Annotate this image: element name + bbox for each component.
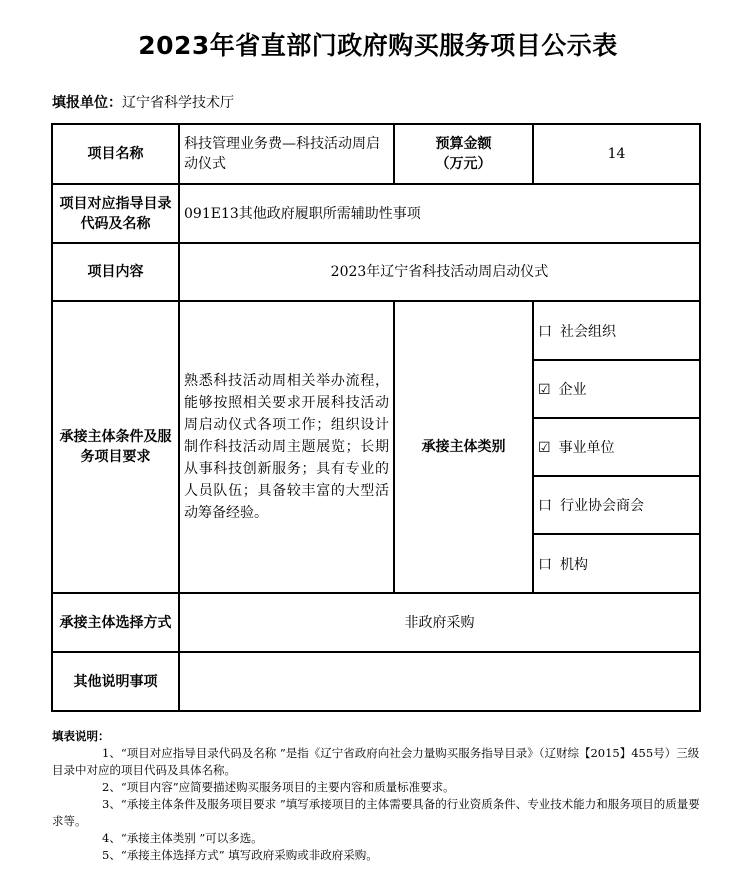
notes-title: 填表说明： — [52, 729, 110, 743]
catalog-label: 项目对应指导目录代码及名称 — [52, 184, 179, 243]
other-label: 其他说明事项 — [52, 652, 179, 711]
reporting-unit — [52, 92, 234, 112]
budget-label-line2: （万元） — [435, 156, 492, 172]
type-option-label: 行业协会商会 — [560, 498, 644, 514]
note-item: 4、“承接主体类别 ”可以多选。 — [102, 831, 263, 845]
note-item: 3、“承接主体条件及服务项目要求 ”填写承接项目的主体需要具备的行业资质条件、专业技术能力和服务项目的质量要求等。 — [52, 797, 700, 828]
type-label: 承接主体类别 — [394, 301, 533, 593]
checkbox-icon: ☑ — [538, 440, 551, 456]
budget-label — [394, 124, 533, 184]
type-option-label: 企业 — [558, 382, 587, 398]
type-options — [534, 302, 699, 592]
project-name-value: 科技管理业务费—科技活动周启动仪式 — [179, 124, 394, 184]
row-content — [52, 243, 700, 301]
type-option[interactable] — [534, 302, 699, 360]
note-item: 5、“承接主体选择方式” 填写政府采购或非政府采购。 — [102, 848, 378, 862]
reporting-unit-value: 辽宁省科学技术厅 — [122, 95, 234, 111]
type-options-cell — [533, 301, 700, 593]
requirements-value: 熟悉科技活动周相关举办流程，能够按照相关要求开展科技活动周启动仪式各项工作；组织设计制作科技活动周主题展览；长期从事科技创新服务；具有专业的人员队伍；具备较丰富的大型活动筹备经验。 — [179, 301, 394, 593]
note-item: 2、“项目内容”应简要描述购买服务项目的主要内容和质量标准要求。 — [102, 780, 455, 794]
requirements-label: 承接主体条件及服务项目要求 — [52, 301, 179, 593]
budget-value: 14 — [533, 124, 700, 184]
type-option-label: 事业单位 — [558, 440, 615, 456]
project-table — [51, 123, 701, 712]
page-title: 2023年省直部门政府购买服务项目公示表 — [138, 31, 618, 60]
content-label: 项目内容 — [52, 243, 179, 301]
project-name-label: 项目名称 — [52, 124, 179, 184]
catalog-value: 091E13其他政府履职所需辅助性事项 — [179, 184, 700, 243]
type-option-label: 社会组织 — [560, 323, 616, 340]
type-option-label: 机构 — [560, 556, 588, 573]
row-catalog — [52, 184, 700, 243]
checkbox-icon: 口 — [538, 556, 552, 573]
row-requirements — [52, 301, 700, 593]
type-option[interactable] — [534, 360, 699, 418]
content-value: 2023年辽宁省科技活动周启动仪式 — [179, 243, 700, 301]
row-other — [52, 652, 700, 711]
type-option[interactable] — [534, 476, 699, 534]
type-option[interactable] — [534, 534, 699, 592]
note-item: 1、“项目对应指导目录代码及名称 ”是指《辽宁省政府向社会力量购买服务指导目录》（辽财综【2015】455号）三级目录中对应的项目代码及具体名称。 — [52, 746, 700, 777]
selection-value: 非政府采购 — [179, 593, 700, 652]
type-option[interactable] — [534, 418, 699, 476]
notes — [52, 728, 702, 864]
checkbox-icon: ☑ — [538, 382, 551, 398]
row-selection — [52, 593, 700, 652]
selection-label: 承接主体选择方式 — [52, 593, 179, 652]
checkbox-icon: 口 — [538, 323, 552, 340]
reporting-unit-label: 填报单位： — [52, 95, 122, 111]
checkbox-icon: 口 — [538, 498, 552, 514]
row-project-name — [52, 124, 700, 184]
budget-label-line1: 预算金额 — [435, 136, 492, 152]
other-value — [179, 652, 700, 711]
